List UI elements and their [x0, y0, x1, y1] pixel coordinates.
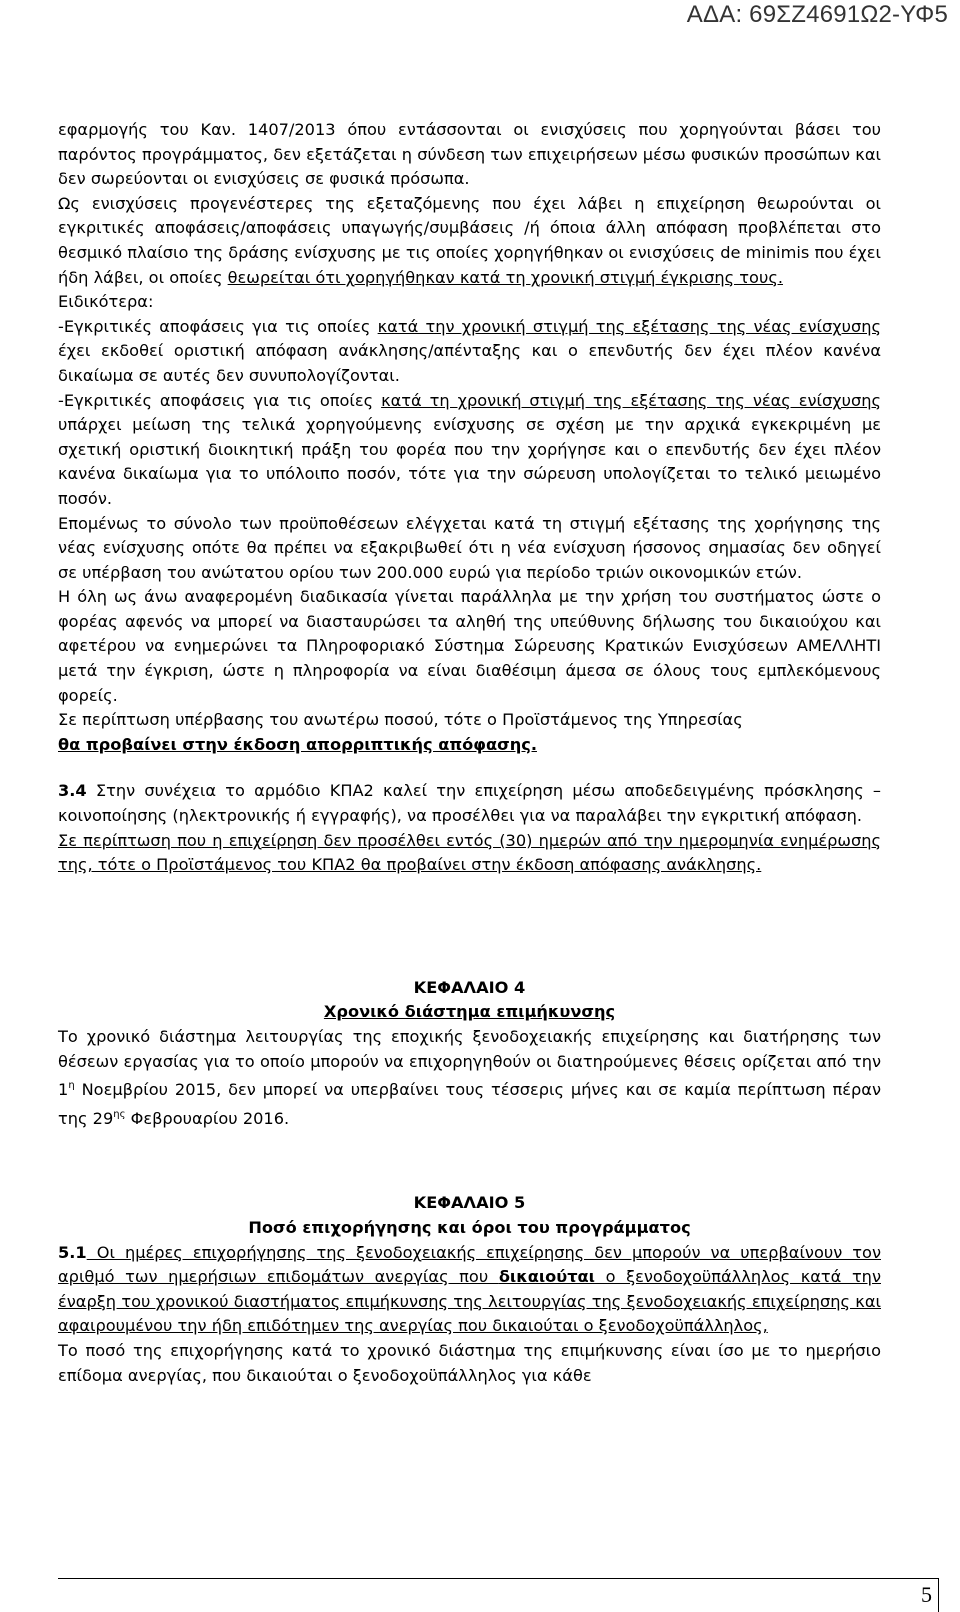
paragraph: θα προβαίνει στην έκδοση απορριπτικής απόφασης. — [58, 734, 537, 754]
paragraph: -Εγκριτικές αποφάσεις για τις οποίες κατά την χρονική στιγμή της εξέτασης της νέας ενίσχυσης έχει εκδοθεί οριστική απόφαση ανάκλησης/απένταξης και ο επενδυτής δεν έχει πλέον κανένα δικαίωμα σε αυτές δεν συνυπολογίζονται. — [58, 316, 882, 385]
footer-rule — [58, 1578, 938, 1579]
ada-code: ΑΔΑ: 69ΣΖ4691Ω2-ΥΦ5 — [686, 1, 948, 28]
footer-rule-vertical — [938, 1578, 939, 1612]
paragraph: Η όλη ως άνω αναφερομένη διαδικασία γίνεται παράλληλα με την χρήση του συστήματος ώστε ο φορέας αφενός να μπορεί να διασταυρώσει τα αληθή της υπεύθυνης δήλωσης του δικαιούχου και αφετέρου να ενημερώνει τα Πληροφοριακό Σύστημα Σώρευσης Κρατικών Ενισχύσεων ΑΜΕΛΛΗΤΙ μετά την έγκριση, ώστε η πληροφορία να είναι διαθέσιμη άμεσα σε όλους τους εμπλεκόμενους φορείς. — [58, 587, 881, 705]
paragraph: Σε περίπτωση υπέρβασης του ανωτέρω ποσού, τότε ο Προϊστάμενος της Υπηρεσίας — [58, 710, 743, 730]
paragraph: Το ποσό της επιχορήγησης κατά το χρονικό διάστημα της επιμήκυνσης είναι ίσο με το ημερήσιο επίδομα ανεργίας, που δικαιούται ο ξενοδοχοϋπάλληλος για κάθε — [58, 1340, 881, 1385]
chapter-title: Ποσό επιχορήγησης και όροι του προγράμματος — [248, 1217, 691, 1237]
chapter-heading: ΚΕΦΑΛΑΙΟ 5 — [413, 1193, 526, 1213]
paragraph: Σε περίπτωση που η επιχείρηση δεν προσέλθει εντός (30) ημερών από την ημερομηνία ενημέρωσης της, τότε ο Προϊστάμενος του ΚΠΑ2 θα προβαίνει στην έκδοση απόφασης ανάκλησης. — [58, 830, 881, 875]
paragraph: εφαρμογής του Καν. 1407/2013 όπου εντάσσονται οι ενισχύσεις που χορηγούνται βάσει του παρόντος προγράμματος, δεν εξετάζεται η σύνδεση των επιχειρήσεων μέσω φυσικών προσώπων και δεν σωρεύονται οι ενισχύσεις σε φυσικά πρόσωπα. — [58, 120, 881, 189]
page-number: 5 — [921, 1582, 932, 1607]
document-body — [58, 118, 881, 1388]
paragraph: Ειδικότερα: — [58, 292, 154, 312]
chapter-title: Χρονικό διάστημα επιμήκυνσης — [323, 1002, 616, 1022]
paragraph: -Εγκριτικές αποφάσεις για τις οποίες κατά τη χρονική στιγμή της εξέτασης της νέας ενίσχυσης υπάρχει μείωση της τελικά χορηγούμενης ενίσχυσης σε σχέση με την αρχικά εγκεκριμένη με σχετική οριστική διοικητική πράξη του φορέα που την χορήγησε και ο επενδυτής δεν έχει πλέον κανένα δικαίωμα για το υπόλοιπο ποσόν, τότε για την σώρευση υπολογίζεται το τελικό μειωμένο ποσόν. — [58, 390, 881, 508]
section-5-1: 5.1 Οι ημέρες επιχορήγησης της ξενοδοχειακής επιχείρησης δεν μπορούν να υπερβαίνουν τον αριθμό των ημερήσιων επιδομάτων ανεργίας που δικαιούται ο ξενοδοχοϋπάλληλος κατά την έναρξη του χρονικού διαστήματος επιμήκυνσης της λειτουργίας της ξενοδοχειακής επιχείρησης και αφαιρουμένου την ήδη επιδότημεν της ανεργίας που δικαιούται ο ξενοδοχοϋπάλληλος, — [58, 1242, 881, 1336]
paragraph: Ως ενισχύσεις προγενέστερες της εξεταζόμενης που έχει λάβει η επιχείρηση θεωρούνται οι εγκριτικές αποφάσεις/αποφάσεις υπαγωγής/συμβάσεις /ή όποια άλλη απόφαση προβλέπεται στο θεσμικό πλαίσιο της δράσης ενίσχυσης με τις οποίες χορηγήθηκαν οι ενισχύσεις de minimis που έχει ήδη λάβει, οι οποίες θεωρείται ότι χορηγήθηκαν κατά τη χρονική στιγμή έγκρισης τους. — [58, 193, 881, 287]
paragraph: Επομένως το σύνολο των προϋποθέσεων ελέγχεται κατά τη στιγμή εξέτασης της χορήγησης της νέας ενίσχυσης οπότε θα πρέπει να εξακριβωθεί ότι η νέα ενίσχυση ήσσονος σημασίας δεν οδηγεί σε υπέρβαση του ανώτατου ορίου των 200.000 ευρώ για περίοδο τριών οικονομικών ετών. — [58, 513, 881, 582]
paragraph: Το χρονικό διάστημα λειτουργίας της εποχικής ξενοδοχειακής επιχείρησης και διατήρησης των θέσεων εργασίας για το οποίο μπορούν να επιχορηγηθούν οι διατηρούμενες θέσεις ορίζεται από την $1^\eta$ Νοεμβρίου 2015, δεν μπορεί να υπερβαίνει τους τέσσερις μήνες και σε καμία περίπτωση πέραν της $29^{\eta\varsigma}$ Φεβρουαρίου 2016. — [58, 1027, 881, 1128]
chapter-heading: ΚΕΦΑΛΑΙΟ 4 — [413, 977, 526, 997]
section-3-4: 3.4 Στην συνέχεια το αρμόδιο ΚΠΑ2 καλεί την επιχείρηση μέσω αποδεδειγμένης πρόσκλησης – κοινοποίησης (ηλεκτρονικής ή εγγραφής), να προσέλθει για να παραλάβει την εγκριτική απόφαση. — [58, 781, 881, 826]
